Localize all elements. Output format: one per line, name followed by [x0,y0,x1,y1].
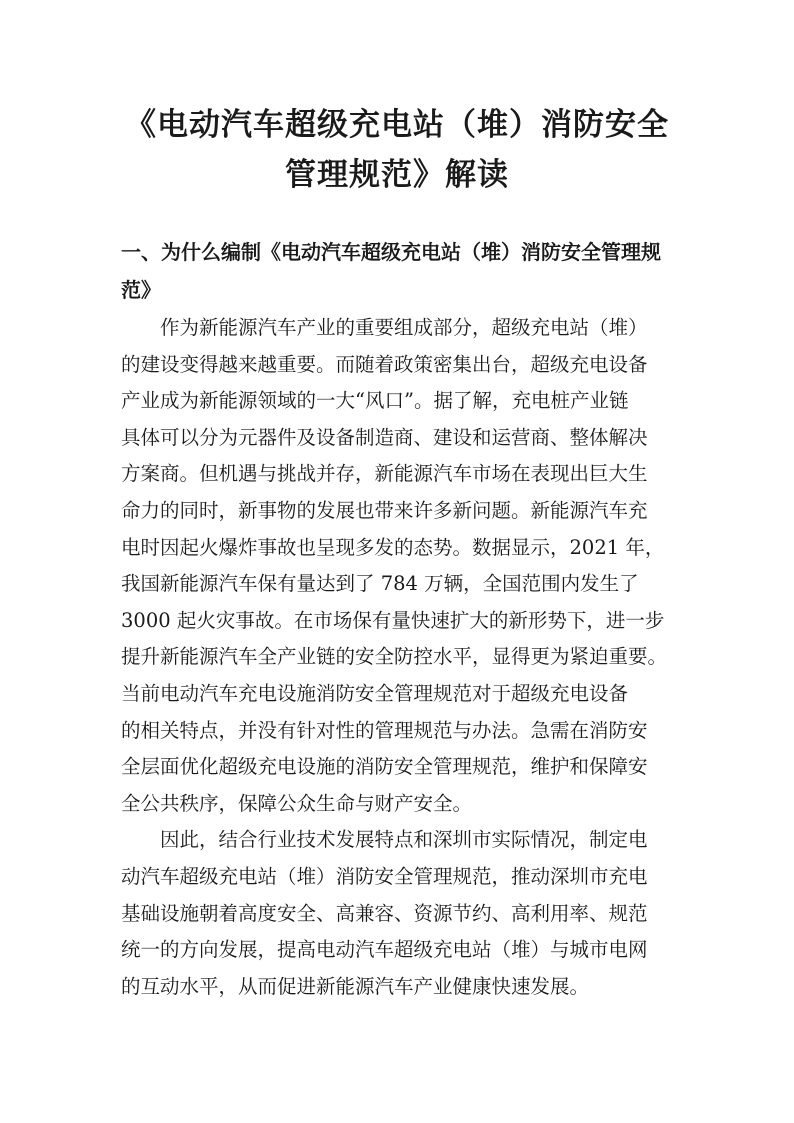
paragraph-line: 动汽车超级充电站（堆）消防安全管理规范，推动深圳市充电 [121,864,648,888]
paragraph-line: 因此，结合行业技术发展特点和深圳市实际情况，制定电 [160,828,648,852]
paragraph-2 [121,822,691,1005]
paragraph-line: 全层面优化超级充电设施的消防安全管理规范，维护和保障安 [121,755,648,779]
paragraph-line: 作为新能源汽车产业的重要组成部分，超级充电站（堆） [160,316,648,339]
paragraph-line: 命力的同时，新事物的发展也带来许多新问题。新能源汽车充 [121,498,648,522]
paragraph-line: 统一的方向发展，提高电动汽车超级充电站（堆）与城市电网 [121,938,648,962]
document-title [60,100,734,200]
paragraph-line: 具体可以分为元器件及设备制造商、建设和运营商、整体解决 [121,425,648,449]
paragraph-line: 的建设变得越来越重要。而随着政策密集出台，超级充电设备 [121,352,648,376]
paragraph-line: 当前电动汽车充电设施消防安全管理规范对于超级充电设备 [121,681,629,705]
paragraph-line: 方案商。但机遇与挑战并存，新能源汽车市场在表现出巨大生 [121,462,648,486]
section-heading-line-1: 一、为什么编制《电动汽车超级充电站（堆）消防安全管理规 [121,240,661,264]
section-heading [121,233,691,309]
paragraph-line: 的互动水平，从而促进新能源汽车产业健康快速发展。 [121,974,590,998]
paragraph-line: 的相关特点，并没有针对性的管理规范与办法。急需在消防安 [121,718,648,742]
section-heading-line-2: 范》 [121,278,161,302]
title-line-2: 管理规范》解读 [285,157,509,193]
title-line-1: 《电动汽车超级充电站（堆）消防安全 [125,107,669,143]
paragraph-line: 电时因起火爆炸事故也呈现多发的态势。数据显示，2021 年， [121,535,665,559]
paragraph-line: 全公共秩序，保障公众生命与财产安全。 [121,791,473,815]
section-body [121,310,691,1005]
paragraph-1 [121,310,691,822]
paragraph-line: 3000 起火灾事故。在市场保有量快速扩大的新形势下，进一步 [121,608,665,632]
paragraph-line: 提升新能源汽车全产业链的安全防控水平，显得更为紧迫重要。 [121,645,668,669]
paragraph-line: 我国新能源汽车保有量达到了 784 万辆，全国范围内发生了 [121,572,639,596]
paragraph-line: 产业成为新能源领域的一大“风口”。据了解，充电桩产业链 [121,389,629,413]
paragraph-line: 基础设施朝着高度安全、高兼容、资源节约、高利用率、规范 [121,901,648,925]
